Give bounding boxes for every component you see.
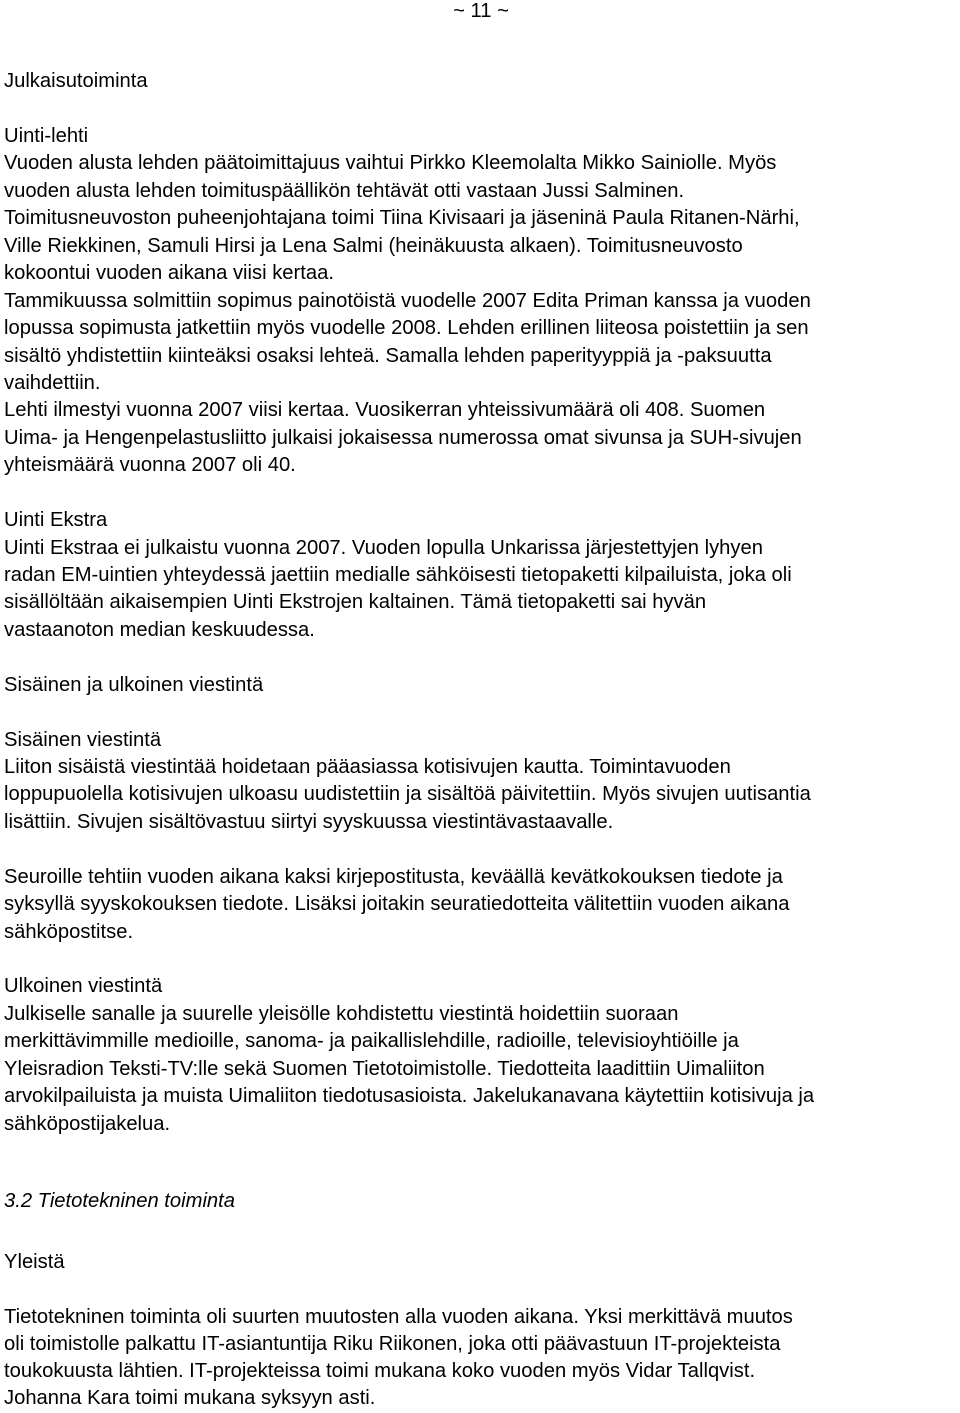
page-number: ~ 11 ~ bbox=[453, 0, 509, 22]
subheading-sisainen-viestinta: Sisäinen viestintä bbox=[4, 729, 162, 751]
heading-sisainen-ja-ulkoinen-viestinta: Sisäinen ja ulkoinen viestintä bbox=[4, 674, 264, 696]
text-line: vastaanoton median keskuudessa. bbox=[4, 619, 315, 641]
text-line: Lehti ilmestyi vuonna 2007 viisi kertaa. Vuosikerran yhteissivumäärä oli 408. Suomen bbox=[4, 399, 766, 421]
text-line: yhteismäärä vuonna 2007 oli 40. bbox=[4, 454, 296, 476]
text-line: sisällöltään aikaisempien Uinti Ekstrojen kaltainen. Tämä tietopaketti sai hyvän bbox=[4, 591, 707, 613]
subheading-uinti-lehti: Uinti-lehti bbox=[4, 125, 89, 147]
text-line: Uinti Ekstraa ei julkaistu vuonna 2007. Vuoden lopulla Unkarissa järjestettyjen lyhyen bbox=[4, 537, 763, 559]
heading-julkaisutoiminta: Julkaisutoiminta bbox=[4, 70, 148, 92]
text-line: vuoden alusta lehden toimituspäällikön tehtävät otti vastaan Jussi Salminen. bbox=[4, 180, 685, 202]
text-line: Seuroille tehtiin vuoden aikana kaksi kirjepostitusta, keväällä kevätkokouksen tiedote ja bbox=[4, 866, 783, 888]
text-line: Tietotekninen toiminta oli suurten muutosten alla vuoden aikana. Yksi merkittävä muutos bbox=[4, 1306, 793, 1328]
text-line: radan EM-uintien yhteydessä jaettiin medialle sähköisesti tietopaketti kilpailuista, joka oli bbox=[4, 564, 792, 586]
text-line: lopussa sopimusta jatkettiin myös vuodelle 2008. Lehden erillinen liiteosa poistettiin ja sen bbox=[4, 317, 809, 339]
section-heading-tietotekninen-toiminta: 3.2 Tietotekninen toiminta bbox=[4, 1190, 235, 1212]
text-line: sähköpostijakelua. bbox=[4, 1113, 171, 1135]
text-line: sisältö yhdistettiin kiinteäksi osaksi lehteä. Samalla lehden paperityyppiä ja -paksuutta bbox=[4, 345, 772, 367]
text-line: lisättiin. Sivujen sisältövastuu siirtyi syyskuussa viestintävastaavalle. bbox=[4, 811, 614, 833]
text-line: loppupuolella kotisivujen ulkoasu uudistettiin ja sisältöä päivitettiin. Myös sivujen uutisantia bbox=[4, 783, 811, 805]
text-line: Uima- ja Hengenpelastusliitto julkaisi jokaisessa numerossa omat sivunsa ja SUH-sivujen bbox=[4, 427, 802, 449]
text-line: merkittävimmille medioille, sanoma- ja paikallislehdille, radioille, televisioyhtiöille ja bbox=[4, 1030, 739, 1052]
text-line: Johanna Kara toimi mukana syksyyn asti. bbox=[4, 1387, 376, 1409]
text-line: Ville Riekkinen, Samuli Hirsi ja Lena Salmi (heinäkuusta alkaen). Toimitusneuvosto bbox=[4, 235, 743, 257]
text-line: kokoontui vuoden aikana viisi kertaa. bbox=[4, 262, 334, 284]
text-line: Julkiselle sanalle ja suurelle yleisölle kohdistettu viestintä hoidettiin suoraan bbox=[4, 1003, 679, 1025]
text-line: Liiton sisäistä viestintää hoidetaan pääasiassa kotisivujen kautta. Toimintavuoden bbox=[4, 756, 731, 778]
text-line: Yleisradion Teksti-TV:lle sekä Suomen Tietotoimistolle. Tiedotteita laadittiin Uimaliiton bbox=[4, 1058, 765, 1080]
subheading-ulkoinen-viestinta: Ulkoinen viestintä bbox=[4, 975, 163, 997]
text-line: arvokilpailuista ja muista Uimaliiton tiedotusasioista. Jakelukanavana käytettiin kotisivuja ja bbox=[4, 1085, 815, 1107]
text-line: sähköpostitse. bbox=[4, 921, 134, 943]
subheading-uinti-ekstra: Uinti Ekstra bbox=[4, 509, 108, 531]
text-line: toukokuusta lähtien. IT-projekteissa toimi mukana koko vuoden myös Vidar Tallqvist. bbox=[4, 1360, 756, 1382]
text-line: vaihdettiin. bbox=[4, 372, 101, 394]
text-line: Toimitusneuvoston puheenjohtajana toimi Tiina Kivisaari ja jäseninä Paula Ritanen-Närhi, bbox=[4, 207, 800, 229]
text-line: syksyllä syyskokouksen tiedote. Lisäksi joitakin seuratiedotteita välitettiin vuoden aikana bbox=[4, 893, 790, 915]
text-line: Vuoden alusta lehden päätoimittajuus vaihtui Pirkko Kleemolalta Mikko Sainiolle. Myös bbox=[4, 152, 777, 174]
subheading-yleista: Yleistä bbox=[4, 1251, 65, 1273]
text-line: Tammikuussa solmittiin sopimus painotöistä vuodelle 2007 Edita Priman kanssa ja vuoden bbox=[4, 290, 811, 312]
text-line: oli toimistolle palkattu IT-asiantuntija Riku Riikonen, joka otti päävastuun IT-projekteista bbox=[4, 1333, 781, 1355]
